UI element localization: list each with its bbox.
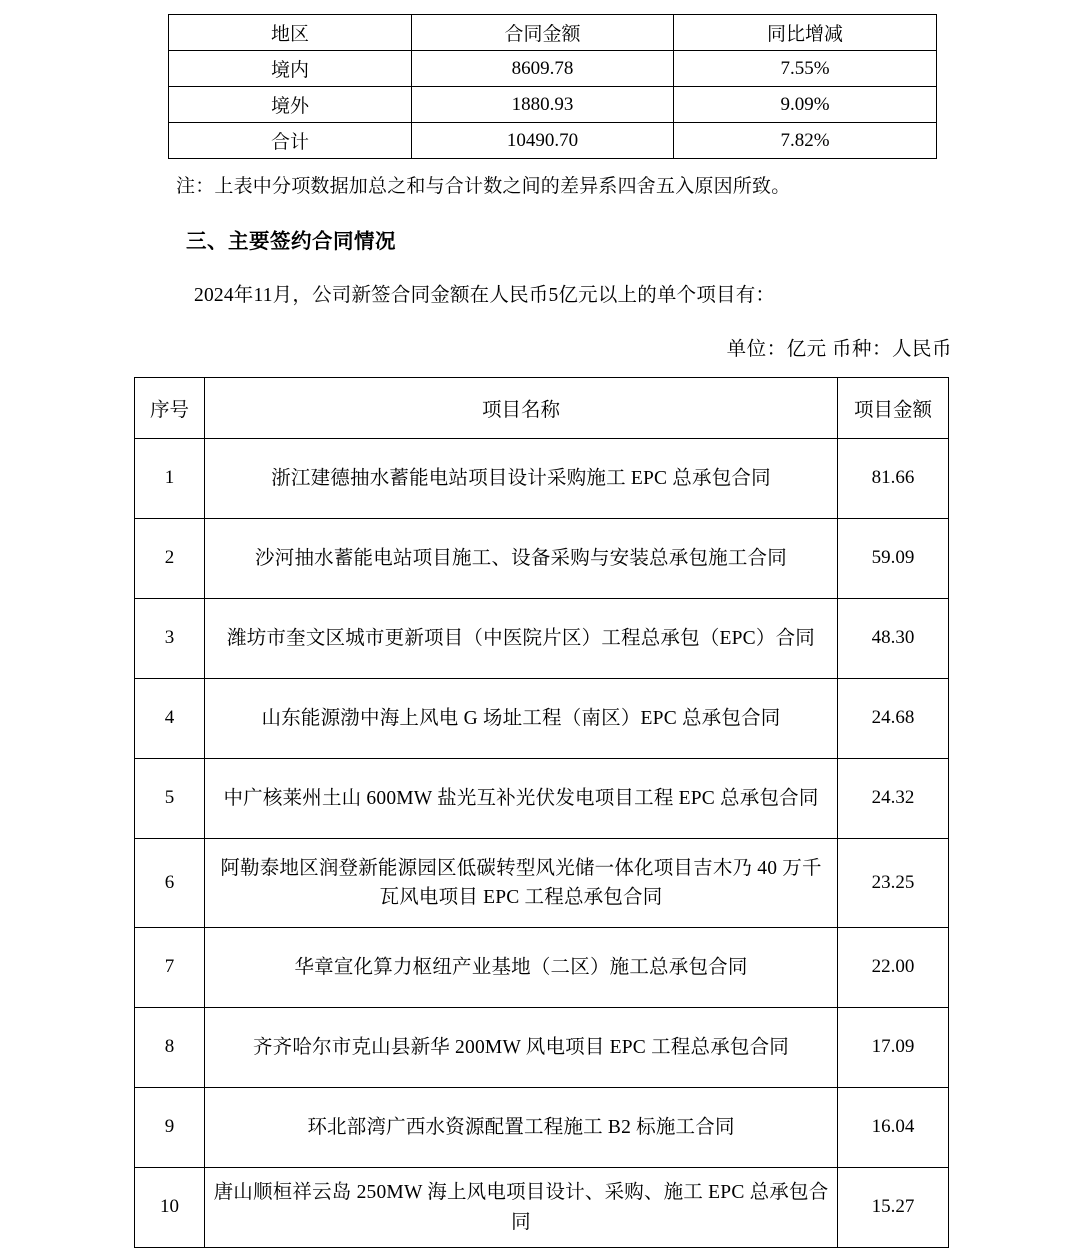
column-header-project-amount: 项目金额 — [838, 378, 949, 439]
table-row — [135, 439, 949, 519]
cell-index: 7 — [135, 928, 205, 1008]
table-row — [135, 759, 949, 839]
cell-yoy: 7.82% — [674, 123, 937, 159]
cell-project-name: 浙江建德抽水蓄能电站项目设计采购施工 EPC 总承包合同 — [205, 439, 838, 519]
table-note: 注：上表中分项数据加总之和与合计数之间的差异系四舍五入原因所致。 — [176, 176, 791, 197]
cell-project-amount: 59.09 — [838, 519, 949, 599]
cell-project-amount: 24.68 — [838, 679, 949, 759]
cell-project-name: 山东能源渤中海上风电 G 场址工程（南区）EPC 总承包合同 — [205, 679, 838, 759]
cell-project-name: 华章宣化算力枢纽产业基地（二区）施工总承包合同 — [205, 928, 838, 1008]
cell-index: 4 — [135, 679, 205, 759]
cell-index: 6 — [135, 839, 205, 928]
cell-yoy: 9.09% — [674, 87, 937, 123]
major-projects-table — [134, 377, 949, 1248]
cell-amount: 10490.70 — [412, 123, 674, 159]
cell-project-name: 中广核莱州土山 600MW 盐光互补光伏发电项目工程 EPC 总承包合同 — [205, 759, 838, 839]
cell-index: 3 — [135, 599, 205, 679]
table-row — [135, 679, 949, 759]
cell-project-name: 齐齐哈尔市克山县新华 200MW 风电项目 EPC 工程总承包合同 — [205, 1008, 838, 1088]
column-header-region: 地区 — [169, 15, 412, 51]
cell-project-amount: 23.25 — [838, 839, 949, 928]
cell-project-name: 沙河抽水蓄能电站项目施工、设备采购与安装总承包施工合同 — [205, 519, 838, 599]
cell-index: 1 — [135, 439, 205, 519]
cell-project-name: 唐山顺桓祥云岛 250MW 海上风电项目设计、采购、施工 EPC 总承包合同 — [205, 1168, 838, 1248]
cell-index: 8 — [135, 1008, 205, 1088]
cell-region: 境内 — [169, 51, 412, 87]
table-row — [169, 87, 937, 123]
cell-yoy: 7.55% — [674, 51, 937, 87]
intro-paragraph: 2024年11月，公司新签合同金额在人民币5亿元以上的单个项目有： — [194, 285, 776, 306]
cell-region: 境外 — [169, 87, 412, 123]
table-row — [169, 123, 937, 159]
cell-project-amount: 48.30 — [838, 599, 949, 679]
cell-amount: 8609.78 — [412, 51, 674, 87]
section-heading: 三、主要签约合同情况 — [186, 231, 396, 253]
column-header-amount: 合同金额 — [412, 15, 674, 51]
cell-project-amount: 15.27 — [838, 1168, 949, 1248]
column-header-yoy: 同比增减 — [674, 15, 937, 51]
table-row — [135, 928, 949, 1008]
table-row — [135, 519, 949, 599]
cell-index: 9 — [135, 1088, 205, 1168]
column-header-project-name: 项目名称 — [205, 378, 838, 439]
unit-currency-line: 单位：亿元 币种：人民币 — [726, 339, 952, 360]
document-page — [0, 14, 1080, 1248]
cell-project-amount: 24.32 — [838, 759, 949, 839]
cell-index: 2 — [135, 519, 205, 599]
cell-project-amount: 81.66 — [838, 439, 949, 519]
table-row — [169, 51, 937, 87]
cell-project-name: 潍坊市奎文区城市更新项目（中医院片区）工程总承包（EPC）合同 — [205, 599, 838, 679]
region-contract-table — [168, 14, 937, 159]
cell-project-amount: 22.00 — [838, 928, 949, 1008]
table-row — [135, 839, 949, 928]
cell-index: 5 — [135, 759, 205, 839]
cell-project-amount: 16.04 — [838, 1088, 949, 1168]
cell-index: 10 — [135, 1168, 205, 1248]
column-header-index: 序号 — [135, 378, 205, 439]
cell-project-name: 阿勒泰地区润登新能源园区低碳转型风光储一体化项目吉木乃 40 万千瓦风电项目 EPC 工程总承包合同 — [205, 839, 838, 928]
table-header-row — [135, 378, 949, 439]
table-row — [135, 1088, 949, 1168]
table-row — [135, 1168, 949, 1248]
cell-project-amount: 17.09 — [838, 1008, 949, 1088]
cell-project-name: 环北部湾广西水资源配置工程施工 B2 标施工合同 — [205, 1088, 838, 1168]
table-header-row — [169, 15, 937, 51]
cell-amount: 1880.93 — [412, 87, 674, 123]
cell-region: 合计 — [169, 123, 412, 159]
table-row — [135, 599, 949, 679]
table-row — [135, 1008, 949, 1088]
